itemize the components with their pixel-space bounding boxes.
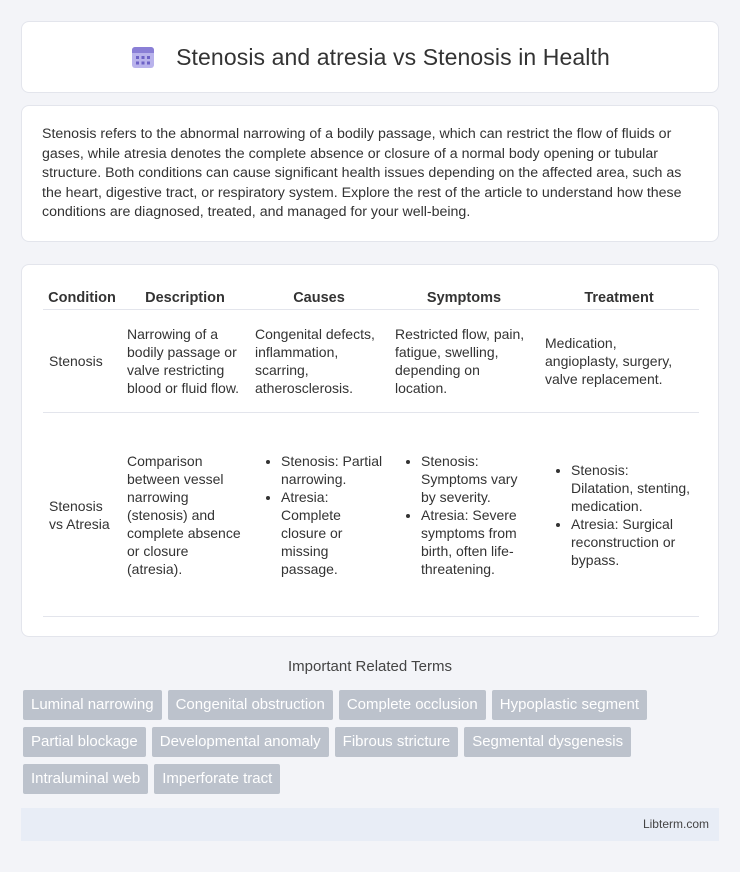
cell-description: Comparison between vessel narrowing (stenosis) and complete absence or closure (atresia). [121,413,249,617]
table-header-row [43,281,699,310]
header-description: Description [121,281,249,310]
list-item: • Atresia: Complete closure or missing passage. [281,488,383,578]
header-causes: Causes [249,281,389,310]
header-card [21,21,719,93]
cell-condition: Stenosis vs Atresia [43,413,121,617]
header-condition: Condition [43,281,121,310]
cell-causes: Congenital defects, inflammation, scarring, atherosclerosis. [249,310,389,413]
intro-card [21,105,719,242]
header-treatment: Treatment [539,281,699,310]
related-terms-list [23,690,723,801]
related-terms-title: Important Related Terms [288,658,452,675]
cell-description: Narrowing of a bodily passage or valve restricting blood or fluid flow. [121,310,249,413]
cell-causes [249,413,389,617]
table-row [43,413,699,617]
footer-site-link[interactable]: Libterm.com [642,817,709,831]
intro-text: Stenosis refers to the abnormal narrowing of a bodily passage, which can restrict the flow of fluids or gases, while atresia denotes the complete absence or closure of a normal body opening or tubular structure. Both conditions can cause significant health issues depending on the affected area, such as the heart, digestive tract, or respiratory system. Explore the rest of the article to understand how these conditions are diagnosed, treated, and managed for your well-being. [42,126,682,221]
cell-treatment [539,413,699,617]
cell-symptoms [389,413,539,617]
related-term-tag[interactable]: Complete occlusion [339,690,486,720]
cell-treatment: Medication, angioplasty, surgery, valve replacement. [539,310,699,413]
related-term-tag[interactable]: Partial blockage [23,727,146,757]
related-term-tag[interactable]: Developmental anomaly [152,727,329,757]
related-term-tag[interactable]: Luminal narrowing [23,690,162,720]
header-symptoms: Symptoms [389,281,539,310]
related-term-tag[interactable]: Intraluminal web [23,764,148,794]
page-title: Stenosis and atresia vs Stenosis in Health [176,43,610,70]
related-term-tag[interactable]: Fibrous stricture [335,727,459,757]
comparison-table [43,281,699,617]
symptoms-list [395,452,533,578]
cell-symptoms: Restricted flow, pain, fatigue, swelling, depending on location. [389,310,539,413]
list-item: • Atresia: Severe symptoms from birth, often life-threatening. [421,506,533,578]
list-item: • Stenosis: Symptoms vary by severity. [421,452,533,506]
related-term-tag[interactable]: Congenital obstruction [168,690,333,720]
cell-condition: Stenosis [43,310,121,413]
table-row [43,310,699,413]
causes-list [255,452,383,578]
treatment-list [545,461,693,569]
list-item: • Atresia: Surgical reconstruction or bypass. [571,515,693,569]
comparison-table-card [21,264,719,637]
calendar-grid-icon [130,44,156,70]
list-item: • Stenosis: Partial narrowing. [281,452,383,488]
related-term-tag[interactable]: Imperforate tract [154,764,280,794]
footer [21,808,719,841]
related-term-tag[interactable]: Hypoplastic segment [492,690,647,720]
related-term-tag[interactable]: Segmental dysgenesis [464,727,631,757]
list-item: • Stenosis: Dilatation, stenting, medication. [571,461,693,515]
